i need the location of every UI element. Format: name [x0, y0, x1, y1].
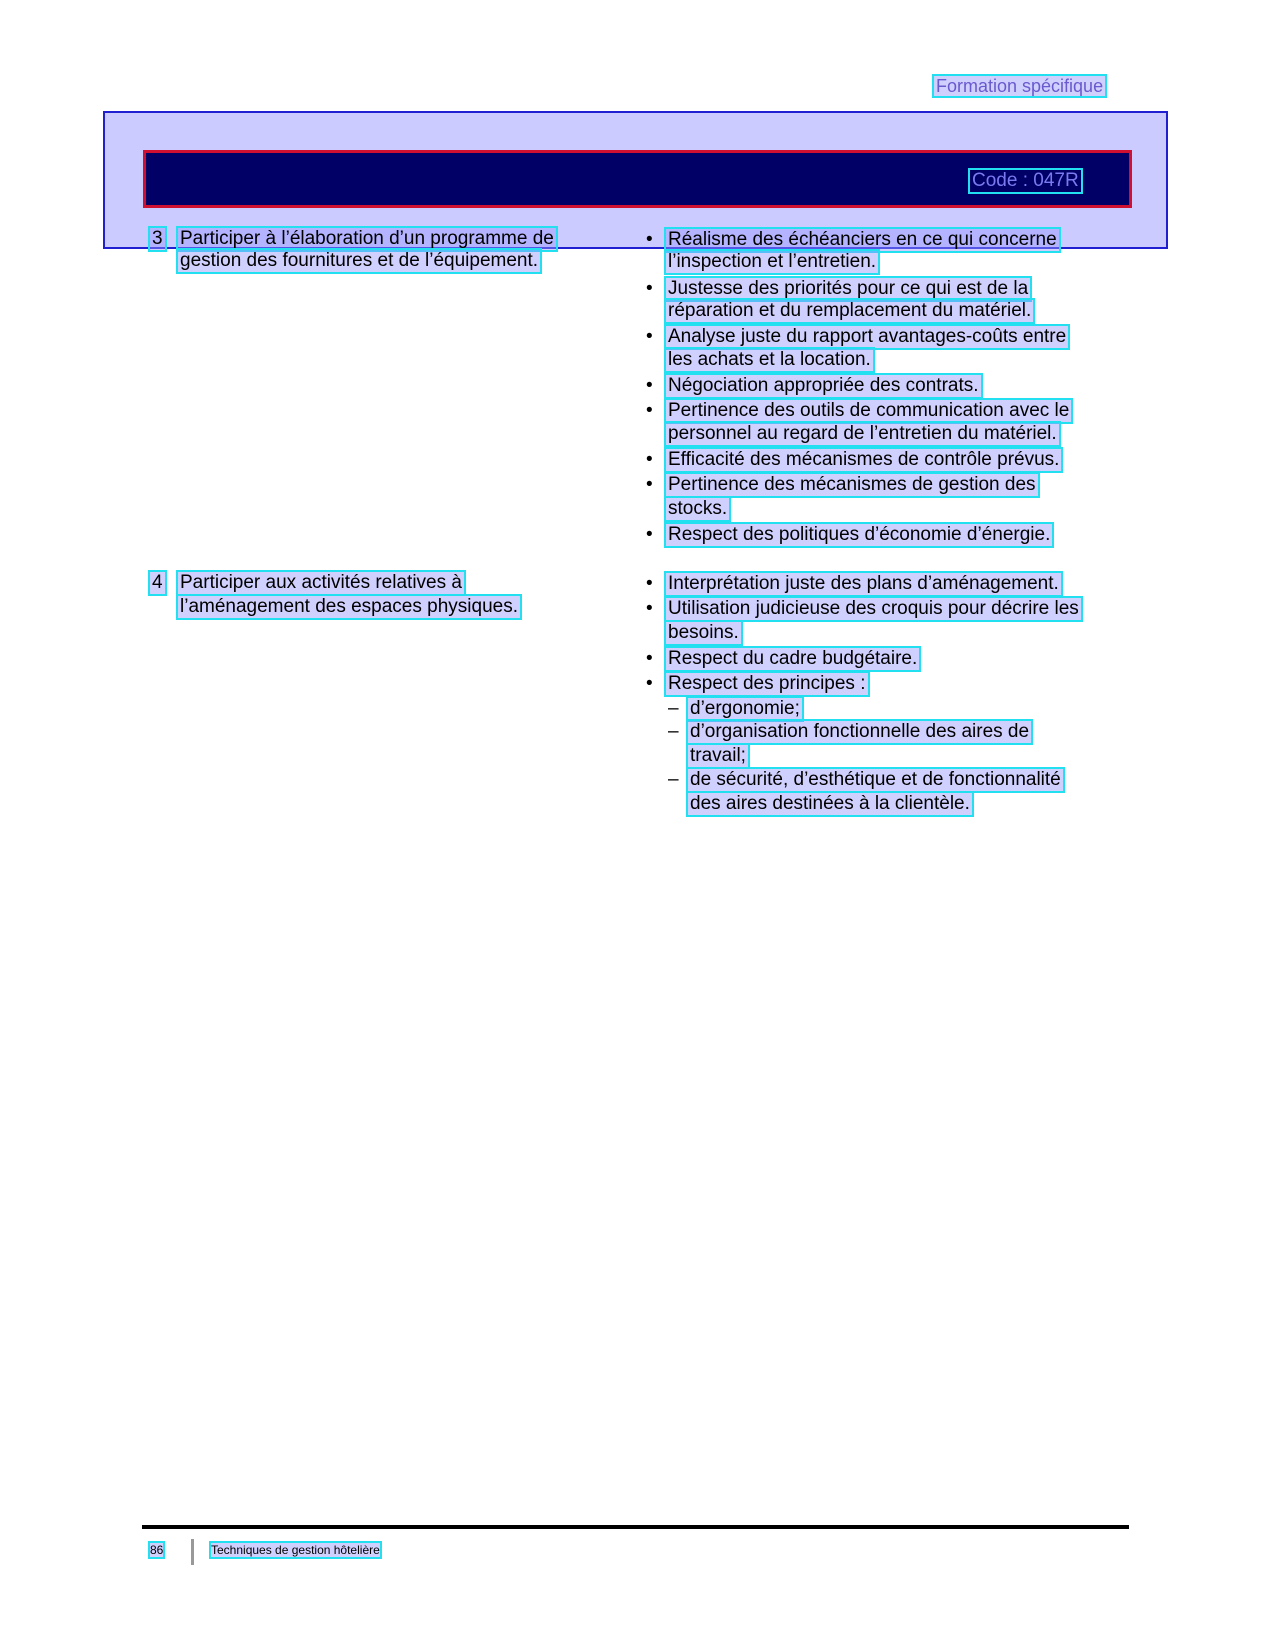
sub-criterion-text: des aires destinées à la clientèle.: [690, 793, 970, 814]
competency-text: gestion des fournitures et de l’équipement.: [180, 250, 539, 271]
criterion-text: Respect des principes :: [668, 673, 866, 694]
sub-criterion-text: de sécurité, d’esthétique et de fonctionnalité: [690, 769, 1061, 790]
page-number: 86: [150, 1543, 164, 1557]
dash-icon: –: [668, 698, 679, 719]
competency-number: 3: [152, 228, 163, 249]
bullet-icon: •: [646, 524, 653, 545]
competency-text: l’aménagement des espaces physiques.: [180, 596, 518, 617]
bullet-icon: •: [646, 375, 653, 396]
criterion-text: Justesse des priorités pour ce qui est de la: [668, 278, 1029, 299]
footer-title: Techniques de gestion hôtelière: [211, 1543, 380, 1557]
program-code: Code : 047R: [972, 170, 1079, 191]
footer-separator: [191, 1539, 194, 1565]
dash-icon: –: [668, 769, 679, 790]
section-header: Formation spécifique: [936, 76, 1104, 96]
competency-number: 4: [152, 572, 163, 593]
competency-text: Participer à l’élaboration d’un programme de: [180, 228, 554, 249]
bullet-icon: •: [646, 326, 653, 347]
criterion-text: stocks.: [668, 498, 728, 519]
bullet-icon: •: [646, 648, 653, 669]
sub-criterion-text: d’organisation fonctionnelle des aires de: [690, 721, 1030, 742]
bullet-icon: •: [646, 573, 653, 594]
criterion-text: Interprétation juste des plans d’aménagement.: [668, 573, 1059, 594]
criterion-text: Analyse juste du rapport avantages-coûts entre: [668, 326, 1067, 347]
dash-icon: –: [668, 721, 679, 742]
criterion-text: Respect des politiques d’économie d’énergie.: [668, 524, 1051, 545]
criterion-text: Pertinence des outils de communication avec le: [668, 400, 1070, 421]
criterion-text: Pertinence des mécanismes de gestion des: [668, 474, 1036, 495]
criterion-text: l’inspection et l’entretien.: [668, 251, 877, 272]
criterion-text: réparation et du remplacement du matériel.: [668, 300, 1032, 321]
criterion-text: Utilisation judicieuse des croquis pour décrire les: [668, 598, 1079, 619]
bullet-icon: •: [646, 449, 653, 470]
footer-rule: [142, 1525, 1129, 1529]
criterion-text: Efficacité des mécanismes de contrôle prévus.: [668, 449, 1060, 470]
criterion-text: personnel au regard de l’entretien du matériel.: [668, 423, 1057, 444]
bullet-icon: •: [646, 598, 653, 619]
criterion-text: besoins.: [668, 622, 739, 643]
competency-text: Participer aux activités relatives à: [180, 572, 462, 593]
bullet-icon: •: [646, 474, 653, 495]
criterion-text: Réalisme des échéanciers en ce qui concerne: [668, 229, 1057, 250]
criterion-text: Respect du cadre budgétaire.: [668, 648, 918, 669]
sub-criterion-text: d’ergonomie;: [690, 698, 800, 719]
bullet-icon: •: [646, 673, 653, 694]
bullet-icon: •: [646, 229, 653, 250]
criterion-text: Négociation appropriée des contrats.: [668, 375, 979, 396]
bullet-icon: •: [646, 278, 653, 299]
bullet-icon: •: [646, 400, 653, 421]
sub-criterion-text: travail;: [690, 745, 746, 766]
criterion-text: les achats et la location.: [668, 349, 871, 370]
